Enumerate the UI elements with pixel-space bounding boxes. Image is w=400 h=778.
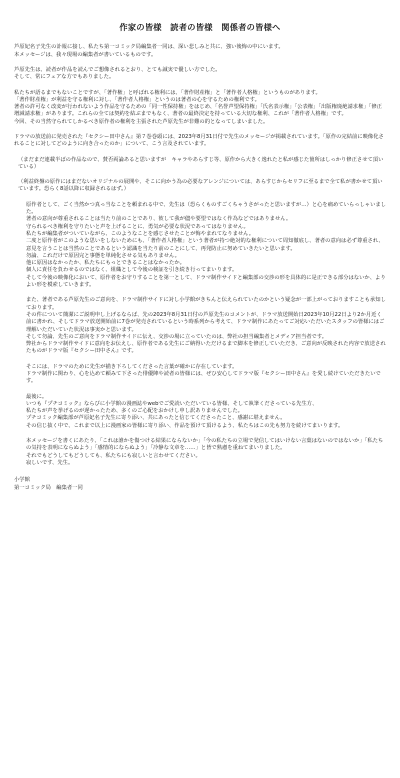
paragraph-respect-for-author: 原作者として、ごく当然かつ真っ当なことを頼まれる中で、先生は（恐らくものすごくちゃうさがったと思いますが…）と心を痛めていらっしゃいました。 著者の意向が尊重されることは当たり前のことであり、彼して我が儘や要望ではなく作為などではありません。 守られるべき権利を守りたいと声を上げることに、勇気が必要な状況であってはなりません。 私たちが編集者がついていながら、このようなことを感じさせたことが悔やまれてなりません。 二度と原作者がこのような思いをしないためにも、「著作者人格権」という著者が持つ絶対的な権利について周知徹底し、著者の意向は必ず尊重され、意見を言うことは当然のことであるという認識を当たり前のことにして、再発防止に努めていきたいと思います。 勿論、これだけで原因完と事態を単純化させる気もありません。 他に原因はなかったか、私たちにもっとできることはなかったか。 個人に責任を負わせるのではなく、組織として今後の検証を引き続き行ってまいります。 そして今後の映像化において、原作者をお守りすることを第一として、ドラマ制作サイドと編集部の交渉の形を具体的に是正できる部分はないか、よりよい形を模索していきます。 (26, 201, 386, 289)
signature-block (14, 477, 386, 492)
signature-company: 小学館 (14, 477, 30, 484)
paragraph-condolence: 芦原妃名子先生の訃報に接し、私たち第一コミック局編集者一同は、深い悲しみと共に、強い後悔の中にいます。 本メッセージは、我々現場の編集者が書いているものです。 (14, 44, 284, 58)
document-title: 作家の皆様 読者の皆様 関係者の皆様へ (119, 22, 281, 32)
quote-adaptation-1: （まだまだ連載半ばの作品なので、賛否両論あると思いますが キャラやあらすじ等、原作から大きく逸れたと私が感じた箇所はしっかり修正させて頂いている） (18, 156, 384, 170)
paragraph-closing-apology: 最後に。 いつも『プチコミック』ならびに小学館の漫画誌やwebでご愛読いただいている皆様、そして執筆くださっている先生方、 私たちが声を挙げるのが遅かったため、多くのご心配をおかけし申し訳ありませんでした。 プチコミック編集部が芦原妃名子先生に寄り添い、共にあったと信じてくださったこと、感謝に堪えません。 その信じ抜く中で、これまで以上に漫画家の皆様に寄り添い、作品を預けて頂けるよう、私たちはこの先も努力を続けてまいります。 (26, 393, 344, 429)
paragraph-moral-rights: 私たちが語るまでもないことですが、「著作権」と呼ばれる権利には、「著作財産権」と「著作者人格権」というものがあります。 「著作財産権」が利益を守る権利に対し、「著作者人格権」というのは著者の心を守るための権利です。 著者の許可なく改変が行われないよう作品を守るための「同一性保持権」をはじめ、「名誉声望保持権」「氏名表示権」「公表権」「出版権廃絶請求権」「修正増減請求権」があります。これらの全ては契約を結ぶまでもなく、著者の最終決定を持っている大切な権利、これが「著作者人格権」です。 今回、その当然守られてしかるべき原作者の権利を主張された芦原先生が非難の的となってしまいました。 (14, 89, 382, 125)
paragraph-communication-explanation: また、著者である芦原先生のご意向を、ドラマ制作サイドに対し小学館がきちんと伝えられていたのかという疑念が一部上がっておりますことも承知しております。 その件について簡潔にご説明申し上げるならば、先の2023年8月31日付の芦原先生のコメントが、ドラマ放送開始日2023年10月22日より2か月近く前に書かれ、そしてドラマ放送開始前に7巻が発売されているという時系列から考えて、ドラマ制作にあたってご対応いただいたスタッフの皆様にはご理解いただいていた状況は事実かと思います。 そして勿論、先生のご意向をドラマ制作サイドに伝え、交渉の場に立っていたのは、弊社の担当編集者とメディア担当者です。 弊社からドラマ制作サイドに意向をお伝えし、原作者である先生にご納得いただけるまで脚本を修正していただき、ご意向が反映された内容で放送されたものがドラマ版『セクシー田中さん』です。 (26, 297, 386, 355)
signature-department: 第一コミック局 編集者一同 (14, 484, 83, 491)
quote-adaptation-2: （利益終盤の原作にはまだないオリジナルの展開や、そこに向かう為の必要なアレンジについては、あらすじからセリフに至るまで全て私が書かせて頂いています。恐らく8話以降に収録されるはず。） (18, 179, 383, 193)
paragraph-drama-reassurance: そこには、ドラマのために先生が描き下ろしてくださった言葉が確かに存在しています。 ドラマ制作に関わり、心を込めて頼みて下さった俳優陣や読者の皆様には、ぜひ安心してドラマ版『セクシー田中さん』を愛し続けていただきたいです。 (26, 363, 381, 385)
paragraph-volume7-message: ドラマの放送前に発売された『セクシー田中さん』第７巻巻頭には、2023年8月31日付で先生のメッセージが掲載されています。「原作の完結前に映像化されることに対してどのように向き合ったのか」について、こう言及されています。 (14, 133, 384, 148)
paragraph-final-words: 本メッセージを書くにあたり、「これは誰かを傷つける結果にならないか」「今の私たちの立場で発信してはいけない言葉はないのではないか」「私たちの気持を表明にならぬよう」「感情的にならぬよう」「冷静な文章を……」と皆で熟慮を重ねてまいりました。 それでもどうしてもどうしても、私たちにも寂しいと言わせてください。 寂しいです、先生。 (26, 438, 384, 466)
paragraph-author-character: 芦原先生は、読者が作品を読んでご想像されるとおり、とても誠実で優しい方でした。 そして、常にフェアな方でもありました。 (14, 66, 221, 81)
